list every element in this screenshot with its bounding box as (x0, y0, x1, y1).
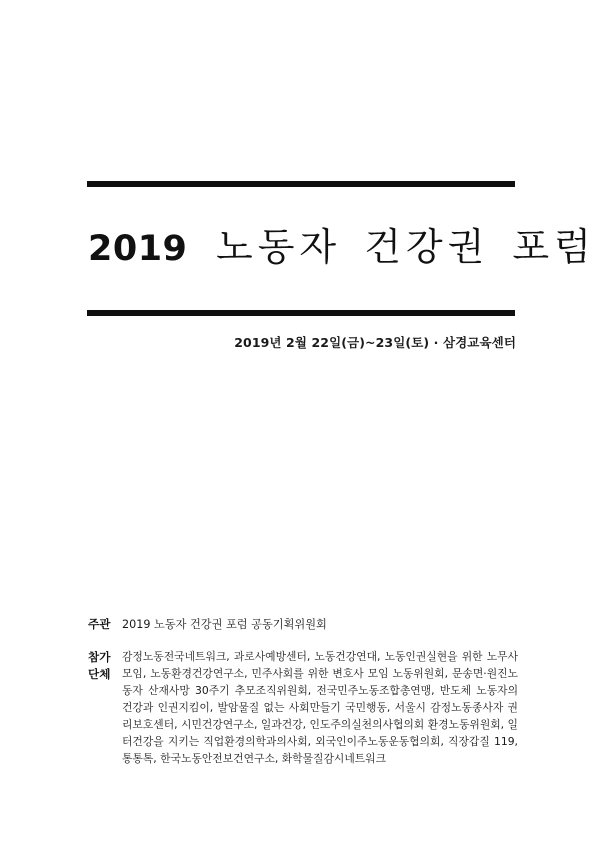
top-rule (87, 181, 515, 187)
organizer-row (88, 616, 520, 636)
participants-list: 감정노동전국네트워크, 과로사예방센터, 노동건강연대, 노동인권실현을 위한 노무사 모임, 노동환경건강연구소, 민주사회를 위한 변호사 모임 노동위원회, 문송면·원진노동자 산재사망 30주기 추모조직위원회, 전국민주노동조합총연맹, 반도체 노동자의 건강과 인권지킴이, 발암물질 없는 사회만들기 국민행동, 서울시 감정노동종사자 권리보호센터, 시민건강연구소, 일과건강, 인도주의실천의사협의회 환경노동위원회, 일터건강을 지키는 직업환경의학과의사회, 외국인이주노동운동협의회, 직장갑질 119, 통통톡, 한국노동안전보건연구소, 화학물질감시네트워크 (122, 650, 518, 765)
bottom-rule (87, 310, 515, 316)
participants-label-line1: 참가 (88, 650, 111, 664)
event-date-location: 2019년 2월 22일(금)~23일(토) · 삼경교육센터 (234, 335, 516, 350)
event-info (88, 616, 520, 788)
participants-row (88, 648, 520, 788)
organizer-value: 2019 노동자 건강권 포럼 공동기획위원회 (122, 618, 327, 631)
page-title: 노동자 건강권 포럼 (216, 225, 596, 269)
title-year: 2019 (88, 229, 188, 269)
title-block (88, 222, 596, 278)
participants-label-line2: 단체 (88, 667, 111, 681)
organizer-label: 주관 (88, 617, 111, 631)
participants-label (88, 649, 116, 683)
